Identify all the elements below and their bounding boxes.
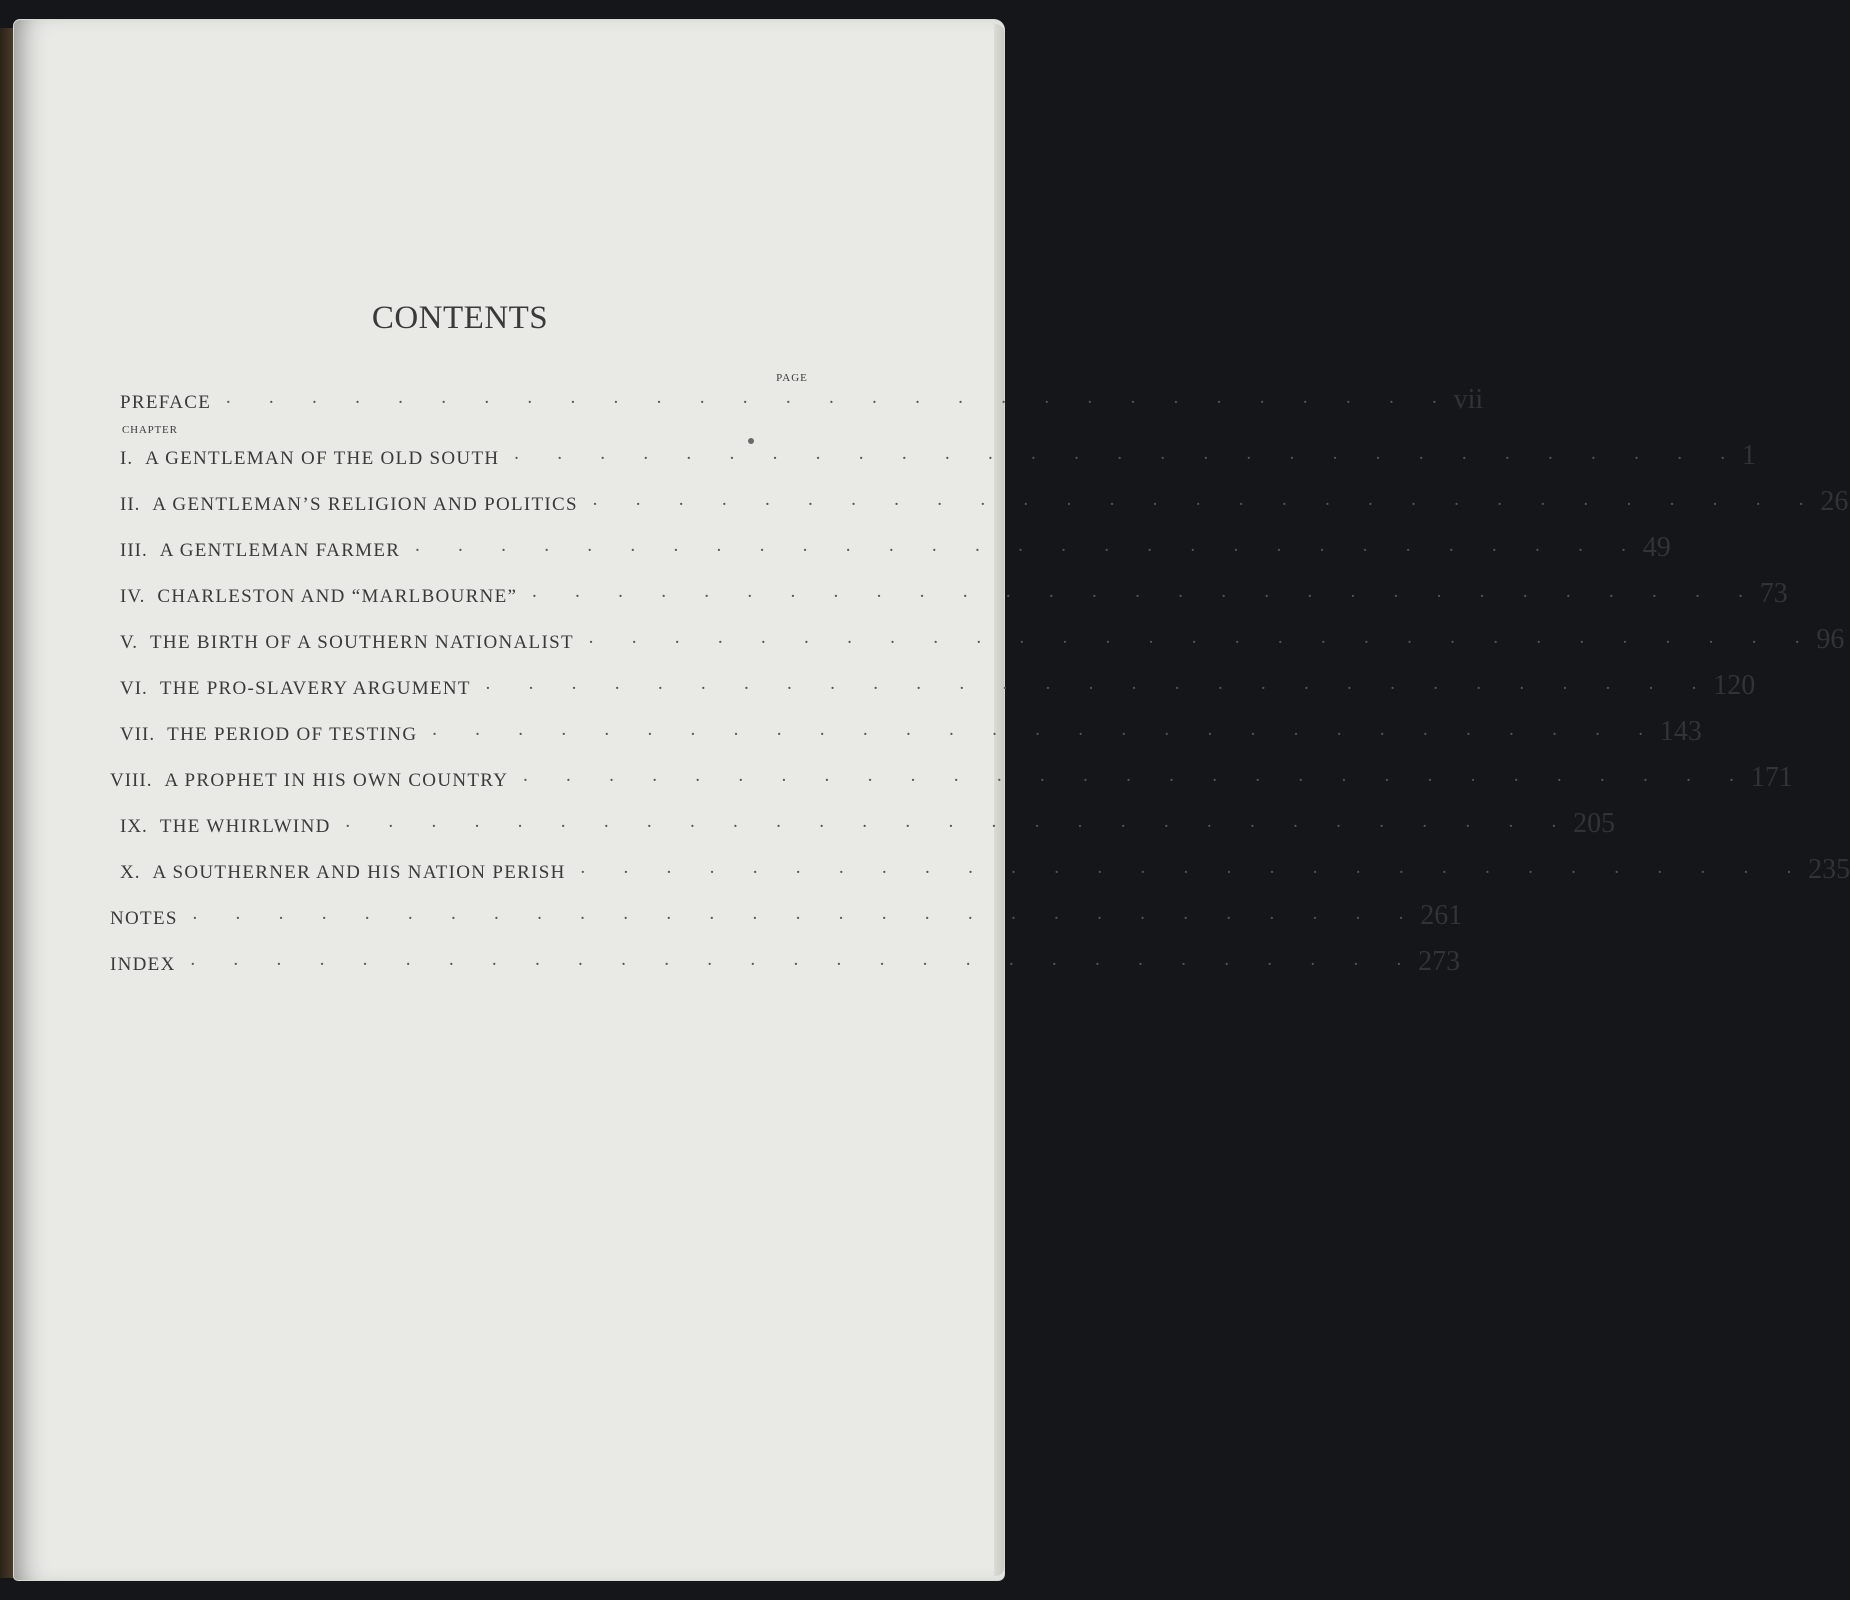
toc-entry-chapter — [120, 624, 1845, 655]
toc-entry-chapter — [120, 532, 1671, 563]
entry-page: 205 — [1573, 808, 1616, 839]
dot-leader: · · · · · · · · · · · · · · · · · · · · · · · · · · · · · — [484, 678, 1714, 699]
dot-leader: · · · · · · · · · · · · · · · · · · · · · · · · · · · · · — [531, 586, 1760, 607]
toc-entry-chapter — [120, 578, 1788, 609]
chapter-number: IV. — [120, 586, 146, 607]
toc-entry-preface — [120, 384, 1484, 415]
toc-entry-chapter — [120, 808, 1616, 839]
dot-leader: · · · · · · · · · · · · · · · · · · · · · · · · · · · · · — [431, 724, 1660, 745]
entry-page: vii — [1453, 384, 1484, 415]
entry-page: 143 — [1659, 716, 1702, 747]
entry-page: 273 — [1418, 946, 1461, 977]
entry-page: 261 — [1420, 900, 1463, 931]
entry-title: A PROPHET IN HIS OWN COUNTRY — [164, 770, 509, 791]
entry-page: 235 — [1808, 854, 1850, 885]
entry-page: 120 — [1713, 670, 1756, 701]
toc-entry-chapter — [110, 762, 1793, 793]
toc-entry-chapter — [120, 486, 1849, 517]
entry-title: A GENTLEMAN’S RELIGION AND POLITICS — [152, 494, 578, 515]
toc-entry-index — [110, 946, 1461, 977]
chapter-number: II. — [120, 494, 141, 515]
entry-title: THE PRO-SLAVERY ARGUMENT — [159, 678, 471, 699]
page-fore-edge — [994, 24, 1004, 1576]
entry-title: NOTES — [110, 908, 178, 929]
chapter-number: X. — [120, 862, 141, 883]
chapter-number: VII. — [120, 724, 156, 745]
dot-leader: · · · · · · · · · · · · · · · · · · · · · · · · · · · · · — [591, 494, 1821, 515]
dot-leader: · · · · · · · · · · · · · · · · · · · · · · · · · · · · · — [344, 816, 1574, 837]
entry-title: THE PERIOD OF TESTING — [167, 724, 418, 745]
entry-page: 171 — [1750, 762, 1793, 793]
chapter-number: V. — [120, 632, 139, 653]
entry-title: THE BIRTH OF A SOUTHERN NATIONALIST — [150, 632, 574, 653]
entry-title: A GENTLEMAN FARMER — [159, 540, 401, 561]
toc-entry-chapter — [120, 440, 1756, 471]
dot-leader: · · · · · · · · · · · · · · · · · · · · · · · · · · · · · — [189, 954, 1419, 975]
dot-leader: · · · · · · · · · · · · · · · · · · · · · · · · · · · · · — [191, 908, 1421, 929]
chapter-number: IX. — [120, 816, 148, 837]
entry-page: 73 — [1759, 578, 1788, 609]
entry-title: INDEX — [110, 954, 176, 975]
dot-leader: · · · · · · · · · · · · · · · · · · · · · · · · · · · · · — [579, 862, 1809, 883]
entry-title: A SOUTHERNER AND HIS NATION PERISH — [152, 862, 566, 883]
toc-entry-chapter — [120, 716, 1702, 747]
dot-leader: · · · · · · · · · · · · · · · · · · · · · · · · · · · · · — [587, 632, 1817, 653]
entry-page: 1 — [1741, 440, 1756, 471]
page-column-label: PAGE — [776, 372, 808, 384]
dot-leader: · · · · · · · · · · · · · · · · · · · · · · · · · · · · · — [513, 448, 1742, 469]
chapter-number: I. — [120, 448, 134, 469]
entry-title: THE WHIRLWIND — [159, 816, 331, 837]
entry-title: PREFACE — [120, 392, 212, 413]
dot-leader: · · · · · · · · · · · · · · · · · · · · · · · · · · · · · — [522, 770, 1751, 791]
entry-page: 49 — [1642, 532, 1671, 563]
chapter-number: III. — [120, 540, 148, 561]
dot-leader: · · · · · · · · · · · · · · · · · · · · · · · · · · · · · — [414, 540, 1643, 561]
toc-entry-chapter — [120, 670, 1756, 701]
chapter-number: VIII. — [110, 770, 153, 791]
entry-title: A GENTLEMAN OF THE OLD SOUTH — [145, 448, 500, 469]
toc-entry-chapter — [120, 854, 1850, 885]
dot-leader: · · · · · · · · · · · · · · · · · · · · · · · · · · · · · — [225, 392, 1454, 413]
contents-heading: CONTENTS — [371, 300, 549, 336]
chapter-column-label: CHAPTER — [122, 424, 178, 436]
entry-page: 26 — [1820, 486, 1849, 517]
book-page — [14, 20, 1004, 1580]
chapter-number: VI. — [120, 678, 148, 699]
entry-page: 96 — [1816, 624, 1845, 655]
toc-entry-notes — [110, 900, 1463, 931]
entry-title: CHARLESTON AND “MARLBOURNE” — [157, 586, 518, 607]
